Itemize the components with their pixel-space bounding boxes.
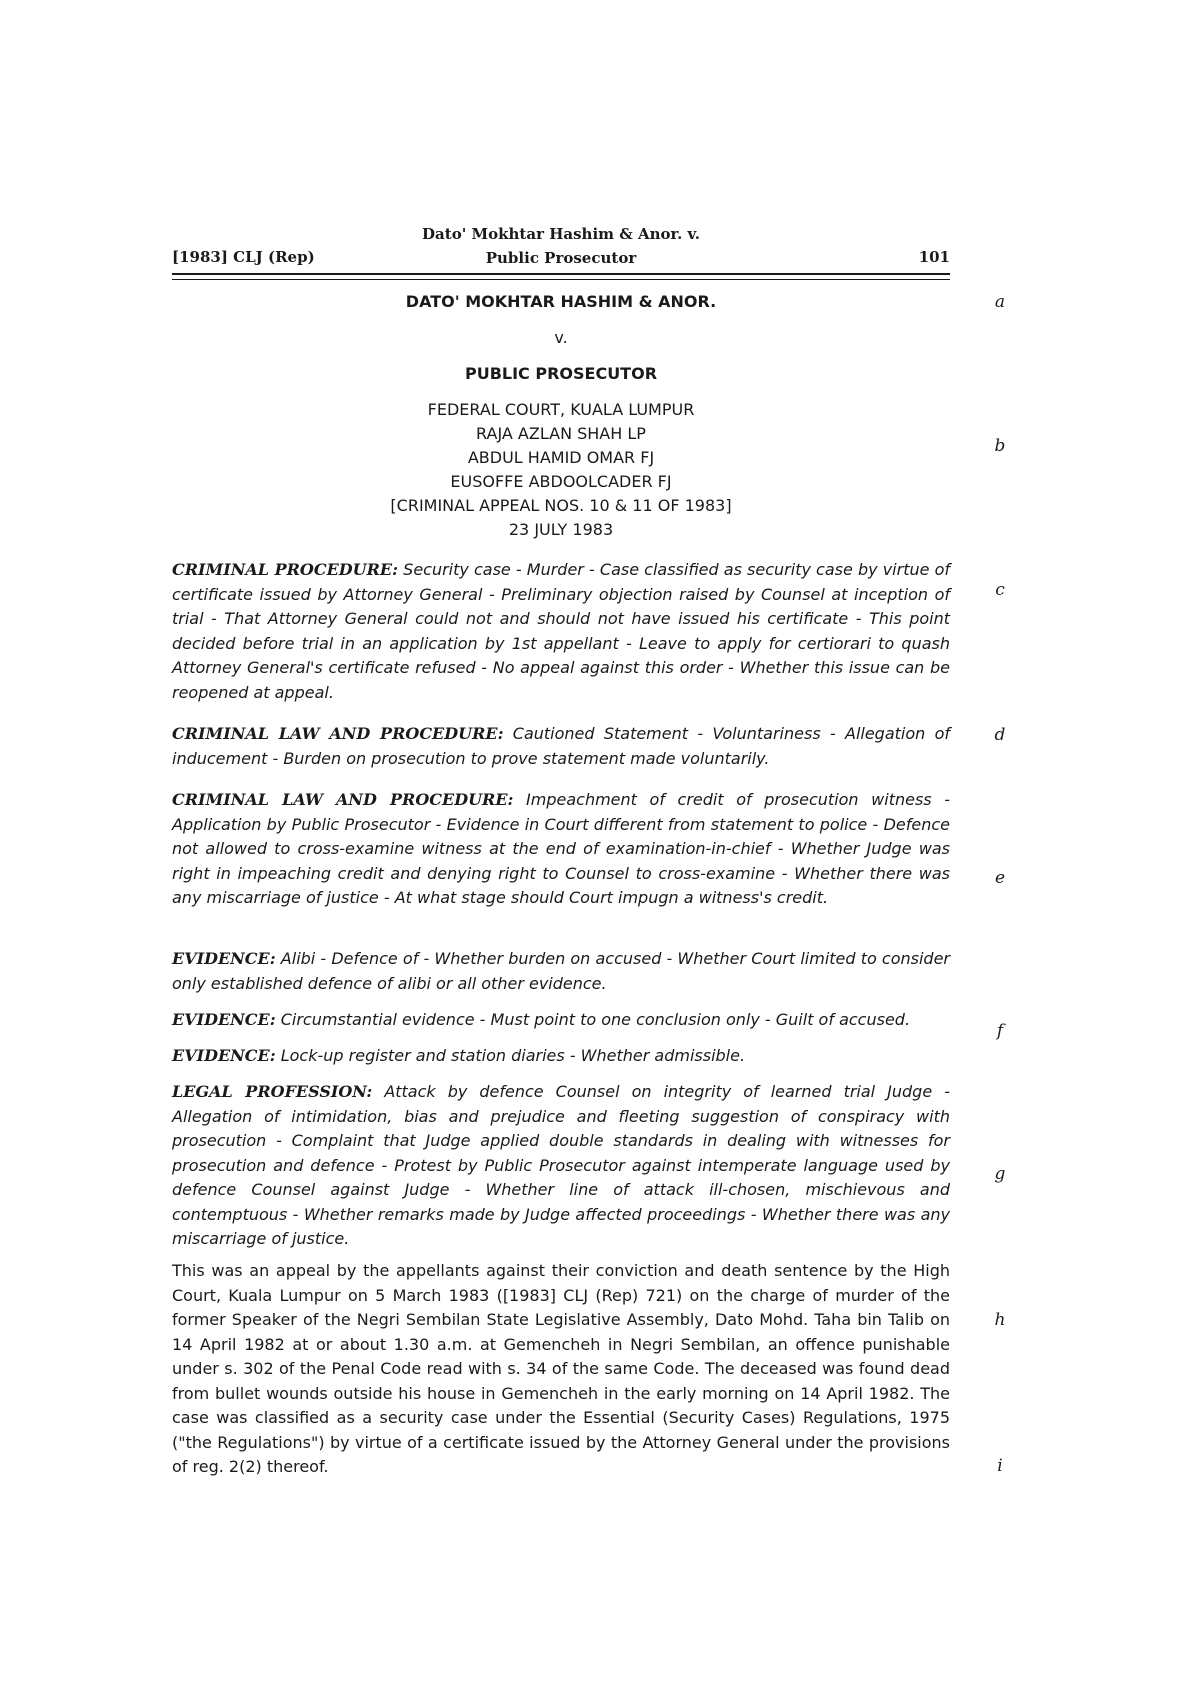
case-title-block bbox=[172, 290, 950, 542]
margin-letter-a: a bbox=[994, 292, 1006, 312]
party-respondent: PUBLIC PROSECUTOR bbox=[464, 364, 658, 383]
catchword-heading: CRIMINAL LAW AND PROCEDURE: bbox=[172, 724, 504, 743]
catchword-heading: EVIDENCE: bbox=[172, 1046, 276, 1065]
judge-name: EUSOFFE ABDOOLCADER FJ bbox=[450, 472, 672, 491]
margin-letter-i: i bbox=[997, 1456, 1003, 1476]
running-header bbox=[172, 222, 950, 274]
catchword-text: Circumstantial evidence - Must point to one conclusion only - Guilt of accused. bbox=[280, 1010, 911, 1029]
catchword-paragraph bbox=[172, 722, 950, 771]
court-name: FEDERAL COURT, KUALA LUMPUR bbox=[427, 400, 695, 419]
catchword-text: Attack by defence Counsel on integrity of learned trial Judge - Allegation of intimidation, bias and prejudice and fleeting suggestion of conspiracy with prosecution - Complaint that Judge applied double standards in dealing with witnesses for prosecution and defence - Protest by Public Prosecutor against intemperate language used by defence Counsel against Judge - Whether line of attack ill-chosen, mischievous and contemptuous - Whether remarks made by Judge affected proceedings - Whether there was any miscarriage of justice. bbox=[172, 1082, 950, 1248]
catchword-text: Impeachment of credit of prosecution witness - Application by Public Prosecutor - Evidence in Court different from statement to police - Defence not allowed to cross-examine witness at the end of examination-in-chief - Whether Judge was right in impeaching credit and denying right to Counsel to cross-examine - Whether there was any miscarriage of justice - At what stage should Court impugn a witness's credit. bbox=[172, 790, 950, 907]
margin-letter-c: c bbox=[995, 580, 1005, 600]
catchword-text: Cautioned Statement - Voluntariness - Allegation of inducement - Burden on prosecution to prove statement made voluntarily. bbox=[172, 724, 950, 768]
catchword-paragraph bbox=[172, 947, 950, 996]
header-rule-thick bbox=[172, 273, 950, 275]
catchword-heading: LEGAL PROFESSION: bbox=[172, 1082, 373, 1101]
margin-letter-e: e bbox=[994, 868, 1006, 888]
decision-date: 23 JULY 1983 bbox=[508, 520, 614, 539]
catchword-heading: EVIDENCE: bbox=[172, 949, 276, 968]
party-appellants: DATO' MOKHTAR HASHIM & ANOR. bbox=[405, 292, 717, 311]
catchword-paragraph bbox=[172, 558, 950, 705]
catchword-text: Lock-up register and station diaries - Whether admissible. bbox=[280, 1046, 746, 1065]
catchword-paragraph bbox=[172, 1044, 950, 1069]
catchword-paragraph bbox=[172, 1008, 950, 1033]
versus: v. bbox=[554, 328, 568, 347]
margin-letter-g: g bbox=[994, 1164, 1006, 1184]
catchword-paragraph bbox=[172, 788, 950, 911]
appeal-number: [CRIMINAL APPEAL NOS. 10 & 11 OF 1983] bbox=[390, 496, 732, 515]
catchword-heading: CRIMINAL LAW AND PROCEDURE: bbox=[172, 790, 514, 809]
header-case-name bbox=[172, 222, 950, 270]
headnote-body-paragraph: This was an appeal by the appellants against their conviction and death sentence by the High Court, Kuala Lumpur on 5 March 1983 ([1983] CLJ (Rep) 721) on the charge of murder of the former Speaker of the Negri Sembilan State Legislative Assembly, Dato Mohd. Taha bin Talib on 14 April 1982 at or about 1.30 a.m. at Gemencheh in Negri Sembilan, an offence punishable under s. 302 of the Penal Code read with s. 34 of the same Code. The deceased was found dead from bullet wounds outside his house in Gemencheh in the early morning on 14 April 1982. The case was classified as a security case under the Essential (Security Cases) Regulations, 1975 ("the Regulations") by virtue of a certificate issued by the Attorney General under the provisions of reg. 2(2) thereof. bbox=[172, 1261, 950, 1476]
catchword-heading: EVIDENCE: bbox=[172, 1010, 276, 1029]
judge-name: RAJA AZLAN SHAH LP bbox=[476, 424, 646, 443]
margin-letter-h: h bbox=[994, 1310, 1006, 1330]
margin-letter-b: b bbox=[994, 436, 1006, 456]
header-citation: [1983] CLJ (Rep) bbox=[172, 248, 315, 266]
catchword-text: Alibi - Defence of - Whether burden on accused - Whether Court limited to consider only established defence of alibi or all other evidence. bbox=[172, 949, 951, 993]
header-case-line2: Public Prosecutor bbox=[485, 249, 637, 267]
catchword-paragraph bbox=[172, 1080, 950, 1252]
catchword-heading: CRIMINAL PROCEDURE: bbox=[172, 560, 399, 579]
margin-letter-d: d bbox=[994, 725, 1006, 745]
header-rule-thin bbox=[172, 279, 950, 280]
header-page-number: 101 bbox=[918, 248, 950, 266]
margin-letter-f: f bbox=[996, 1021, 1004, 1041]
judge-name: ABDUL HAMID OMAR FJ bbox=[467, 448, 655, 467]
catchword-text: Security case - Murder - Case classified as security case by virtue of certificate issued by Attorney General - Preliminary objection raised by Counsel at inception of trial - That Attorney General could not and should not have issued his certificate - This point decided before trial in an application by 1st appellant - Leave to apply for certiorari to quash Attorney General's certificate refused - No appeal against this order - Whether this issue can be reopened at appeal. bbox=[172, 560, 950, 702]
header-case-line1: Dato' Mokhtar Hashim & Anor. v. bbox=[422, 225, 700, 243]
